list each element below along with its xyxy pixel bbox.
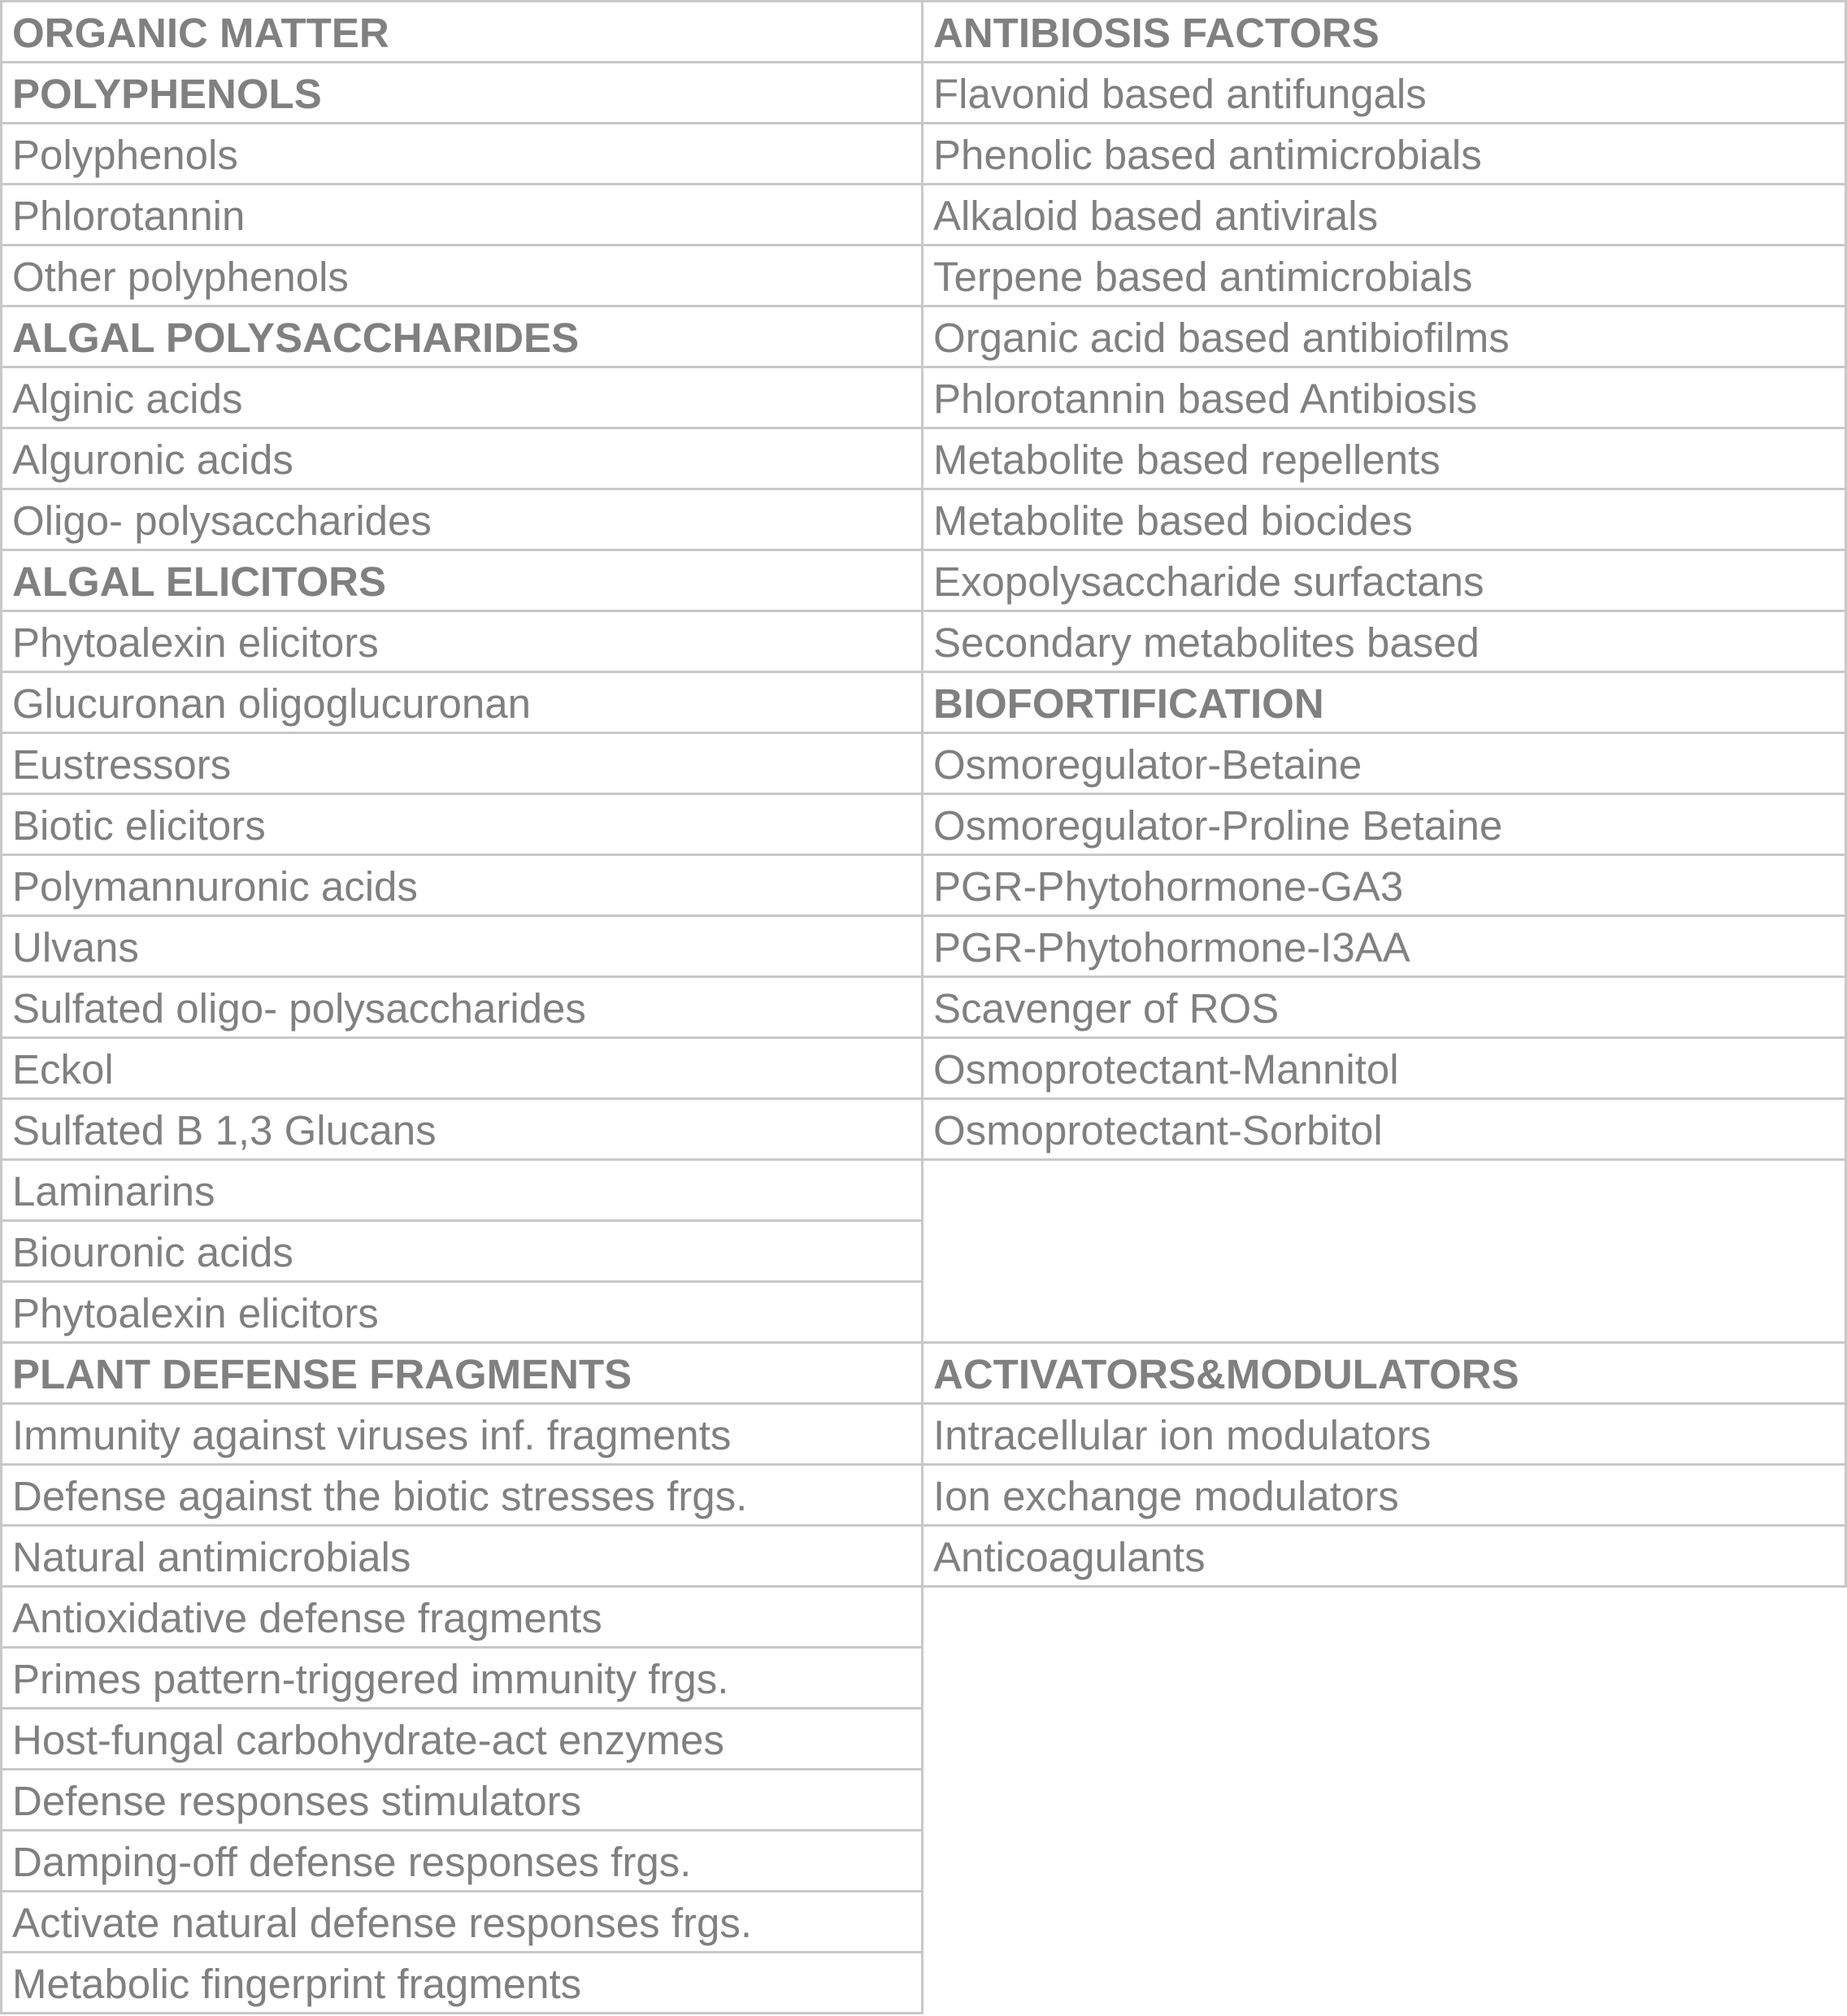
table-cell-phytoalexin-elicitors: Phytoalexin elicitors: [2, 612, 921, 673]
table-cell-exopolysaccharide-surfactans: Exopolysaccharide surfactans: [924, 551, 1845, 612]
table-cell-immunity-against-viruses-inf-fragments: Immunity against viruses inf. fragments: [2, 1405, 921, 1466]
table-cell-phytoalexin-elicitors: Phytoalexin elicitors: [2, 1283, 921, 1344]
table-cell-antioxidative-defense-fragments: Antioxidative defense fragments: [2, 1588, 921, 1649]
table-cell-alginic-acids: Alginic acids: [2, 368, 921, 429]
table-cell-scavenger-of-ros: Scavenger of ROS: [924, 978, 1845, 1039]
table-cell-polyphenols: Polyphenols: [2, 124, 921, 185]
table-cell-osmoregulator-proline-betaine: Osmoregulator-Proline Betaine: [924, 795, 1845, 856]
table-cell-osmoprotectant-sorbitol: Osmoprotectant-Sorbitol: [924, 1100, 1845, 1161]
table-cell-sulfated-oligo-polysaccharides: Sulfated oligo- polysaccharides: [2, 978, 921, 1039]
table-cell-glucuronan-oligoglucuronan: Glucuronan oligoglucuronan: [2, 673, 921, 734]
section-heading-antibiosis-factors: ANTIBIOSIS FACTORS: [924, 2, 1845, 63]
table-cell-metabolite-based-biocides: Metabolite based biocides: [924, 490, 1845, 551]
table-cell-alkaloid-based-antivirals: Alkaloid based antivirals: [924, 185, 1845, 246]
table-cell-phlorotannin-based-antibiosis: Phlorotannin based Antibiosis: [924, 368, 1845, 429]
table-cell-host-fungal-carbohydrate-act-enzymes: Host-fungal carbohydrate-act enzymes: [2, 1710, 921, 1771]
table-cell-eustressors: Eustressors: [2, 734, 921, 795]
table-cell-osmoregulator-betaine: Osmoregulator-Betaine: [924, 734, 1845, 795]
section-heading-organic-matter: ORGANIC MATTER: [2, 2, 921, 63]
table-cell-oligo-polysaccharides: Oligo- polysaccharides: [2, 490, 921, 551]
right-column: [921, 0, 1847, 1588]
table-cell-defense-against-the-biotic-stresses-frgs: Defense against the biotic stresses frgs.: [2, 1466, 921, 1527]
section-heading-algal-elicitors: ALGAL ELICITORS: [2, 551, 921, 612]
empty-cell-block: [924, 1161, 1845, 1344]
table-cell-phlorotannin: Phlorotannin: [2, 185, 921, 246]
table-cell-metabolic-fingerprint-fragments: Metabolic fingerprint fragments: [2, 1953, 921, 2014]
section-heading-plant-defense-fragments: PLANT DEFENSE FRAGMENTS: [2, 1344, 921, 1405]
table-cell-intracellular-ion-modulators: Intracellular ion modulators: [924, 1405, 1845, 1466]
table-cell-biotic-elicitors: Biotic elicitors: [2, 795, 921, 856]
table-cell-ulvans: Ulvans: [2, 917, 921, 978]
table-cell-ion-exchange-modulators: Ion exchange modulators: [924, 1466, 1845, 1527]
table-cell-organic-acid-based-antibiofilms: Organic acid based antibiofilms: [924, 307, 1845, 368]
table-cell-terpene-based-antimicrobials: Terpene based antimicrobials: [924, 246, 1845, 307]
table-cell-phenolic-based-antimicrobials: Phenolic based antimicrobials: [924, 124, 1845, 185]
table-cell-laminarins: Laminarins: [2, 1161, 921, 1222]
section-heading-biofortification: BIOFORTIFICATION: [924, 673, 1845, 734]
table-cell-anticoagulants: Anticoagulants: [924, 1527, 1845, 1588]
table-cell-osmoprotectant-mannitol: Osmoprotectant-Mannitol: [924, 1039, 1845, 1100]
section-heading-algal-polysaccharides: ALGAL POLYSACCHARIDES: [2, 307, 921, 368]
table-cell-pgr-phytohormone-ga3: PGR-Phytohormone-GA3: [924, 856, 1845, 917]
table-cell-pgr-phytohormone-i3aa: PGR-Phytohormone-I3AA: [924, 917, 1845, 978]
left-column: [0, 0, 924, 2014]
section-heading-activators-modulators: ACTIVATORS&MODULATORS: [924, 1344, 1845, 1405]
table-cell-secondary-metabolites-based: Secondary metabolites based: [924, 612, 1845, 673]
table-cell-sulfated-b-1-3-glucans: Sulfated B 1,3 Glucans: [2, 1100, 921, 1161]
table-cell-eckol: Eckol: [2, 1039, 921, 1100]
table-cell-natural-antimicrobials: Natural antimicrobials: [2, 1527, 921, 1588]
table-cell-alguronic-acids: Alguronic acids: [2, 429, 921, 490]
table-cell-defense-responses-stimulators: Defense responses stimulators: [2, 1771, 921, 1831]
table-cell-primes-pattern-triggered-immunity-frgs: Primes pattern-triggered immunity frgs.: [2, 1649, 921, 1710]
table-cell-damping-off-defense-responses-frgs: Damping-off defense responses frgs.: [2, 1831, 921, 1892]
table-cell-metabolite-based-repellents: Metabolite based repellents: [924, 429, 1845, 490]
table-cell-other-polyphenols: Other polyphenols: [2, 246, 921, 307]
table-cell-biouronic-acids: Biouronic acids: [2, 1222, 921, 1283]
table-cell-flavonid-based-antifungals: Flavonid based antifungals: [924, 63, 1845, 124]
section-heading-polyphenols: POLYPHENOLS: [2, 63, 921, 124]
table-cell-polymannuronic-acids: Polymannuronic acids: [2, 856, 921, 917]
table-cell-activate-natural-defense-responses-frgs: Activate natural defense responses frgs.: [2, 1892, 921, 1953]
